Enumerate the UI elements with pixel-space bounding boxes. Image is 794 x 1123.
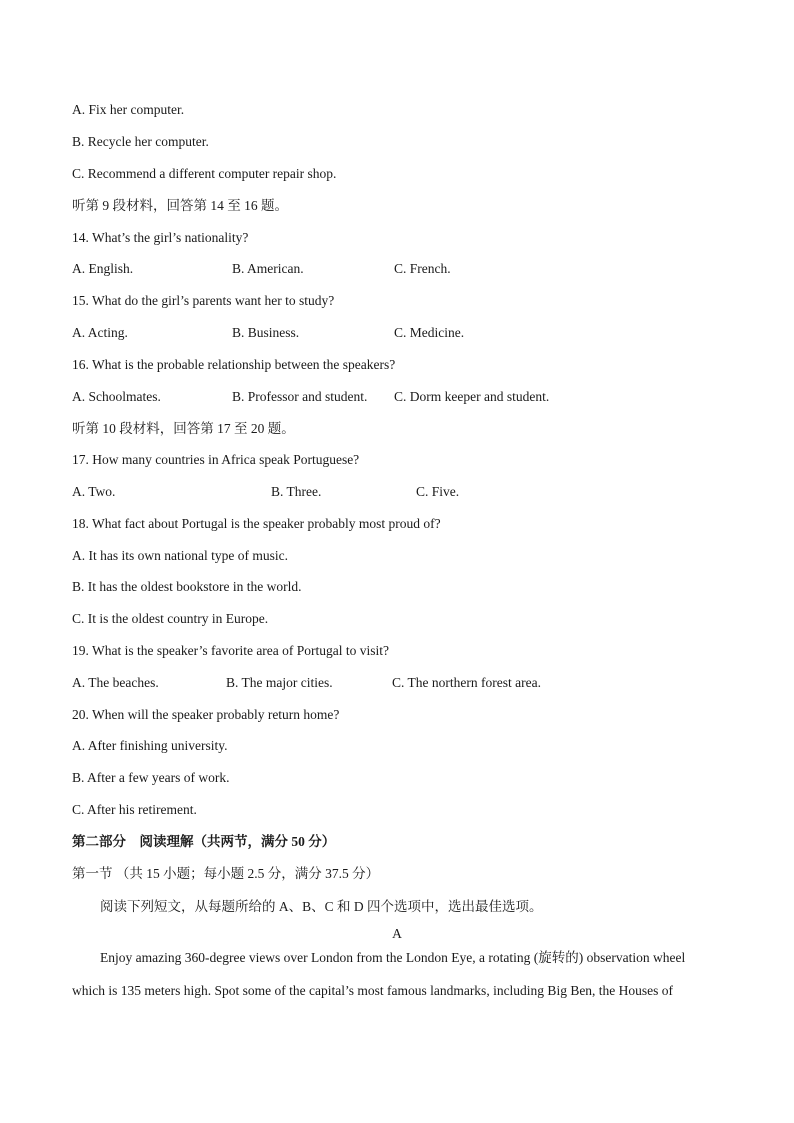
q18-question: 18. What fact about Portugal is the speaker probably most proud of? (72, 516, 441, 531)
q17-option-c: C. Five. (416, 484, 460, 499)
q19-option-a: A. The beaches. (72, 675, 159, 690)
q19-question: 19. What is the speaker’s favorite area of Portugal to visit? (72, 643, 390, 658)
q20-question: 20. When will the speaker probably return home? (72, 707, 340, 722)
q16-option-b: B. Professor and student. (232, 389, 368, 404)
part2-section1-heading: 第一节 （共 15 小题；每小题 2.5 分，满分 37.5 分） (72, 866, 380, 881)
q18-option-a: A. It has its own national type of music. (72, 548, 288, 563)
q14-option-b: B. American. (232, 261, 304, 276)
q19-option-b: B. The major cities. (226, 675, 333, 690)
q19-option-c: C. The northern forest area. (392, 675, 541, 690)
part2-instruction: 阅读下列短文，从每题所给的 A、B、C 和 D 四个选项中，选出最佳选项。 (100, 899, 543, 914)
q16-option-c: C. Dorm keeper and student. (394, 389, 550, 404)
q15-option-c: C. Medicine. (394, 325, 465, 340)
q13-option-c: C. Recommend a different computer repair shop. (72, 166, 337, 181)
q18-option-c: C. It is the oldest country in Europe. (72, 611, 269, 626)
q15-question: 15. What do the girl’s parents want her to study? (72, 293, 335, 308)
q20-option-b: B. After a few years of work. (72, 770, 230, 785)
section10-intro: 听第 10 段材料，回答第 17 至 20 题。 (72, 421, 295, 436)
q17-option-a: A. Two. (72, 484, 116, 499)
section9-intro: 听第 9 段材料，回答第 14 至 16 题。 (72, 198, 288, 213)
q15-option-b: B. Business. (232, 325, 300, 340)
q17-question: 17. How many countries in Africa speak Portuguese? (72, 452, 360, 467)
q18-option-b: B. It has the oldest bookstore in the world. (72, 579, 302, 594)
q20-option-c: C. After his retirement. (72, 802, 197, 817)
q17-option-b: B. Three. (271, 484, 322, 499)
passage-line-1: Enjoy amazing 360-degree views over London from the London Eye, a rotating (旋转的) observation wheel (100, 950, 686, 965)
q13-option-b: B. Recycle her computer. (72, 134, 209, 149)
passage-label: A (392, 926, 402, 941)
q13-option-a: A. Fix her computer. (72, 102, 185, 117)
q14-question: 14. What’s the girl’s nationality? (72, 230, 249, 245)
q20-option-a: A. After finishing university. (72, 738, 228, 753)
part2-title: 第二部分 阅读理解（共两节，满分 50 分） (72, 834, 336, 849)
q16-option-a: A. Schoolmates. (72, 389, 161, 404)
q15-option-a: A. Acting. (72, 325, 128, 340)
passage-line-2: which is 135 meters high. Spot some of the capital’s most famous landmarks, including Big Ben, the Houses of (72, 983, 674, 998)
q14-option-c: C. French. (394, 261, 451, 276)
q14-option-a: A. English. (72, 261, 134, 276)
q16-question: 16. What is the probable relationship between the speakers? (72, 357, 396, 372)
